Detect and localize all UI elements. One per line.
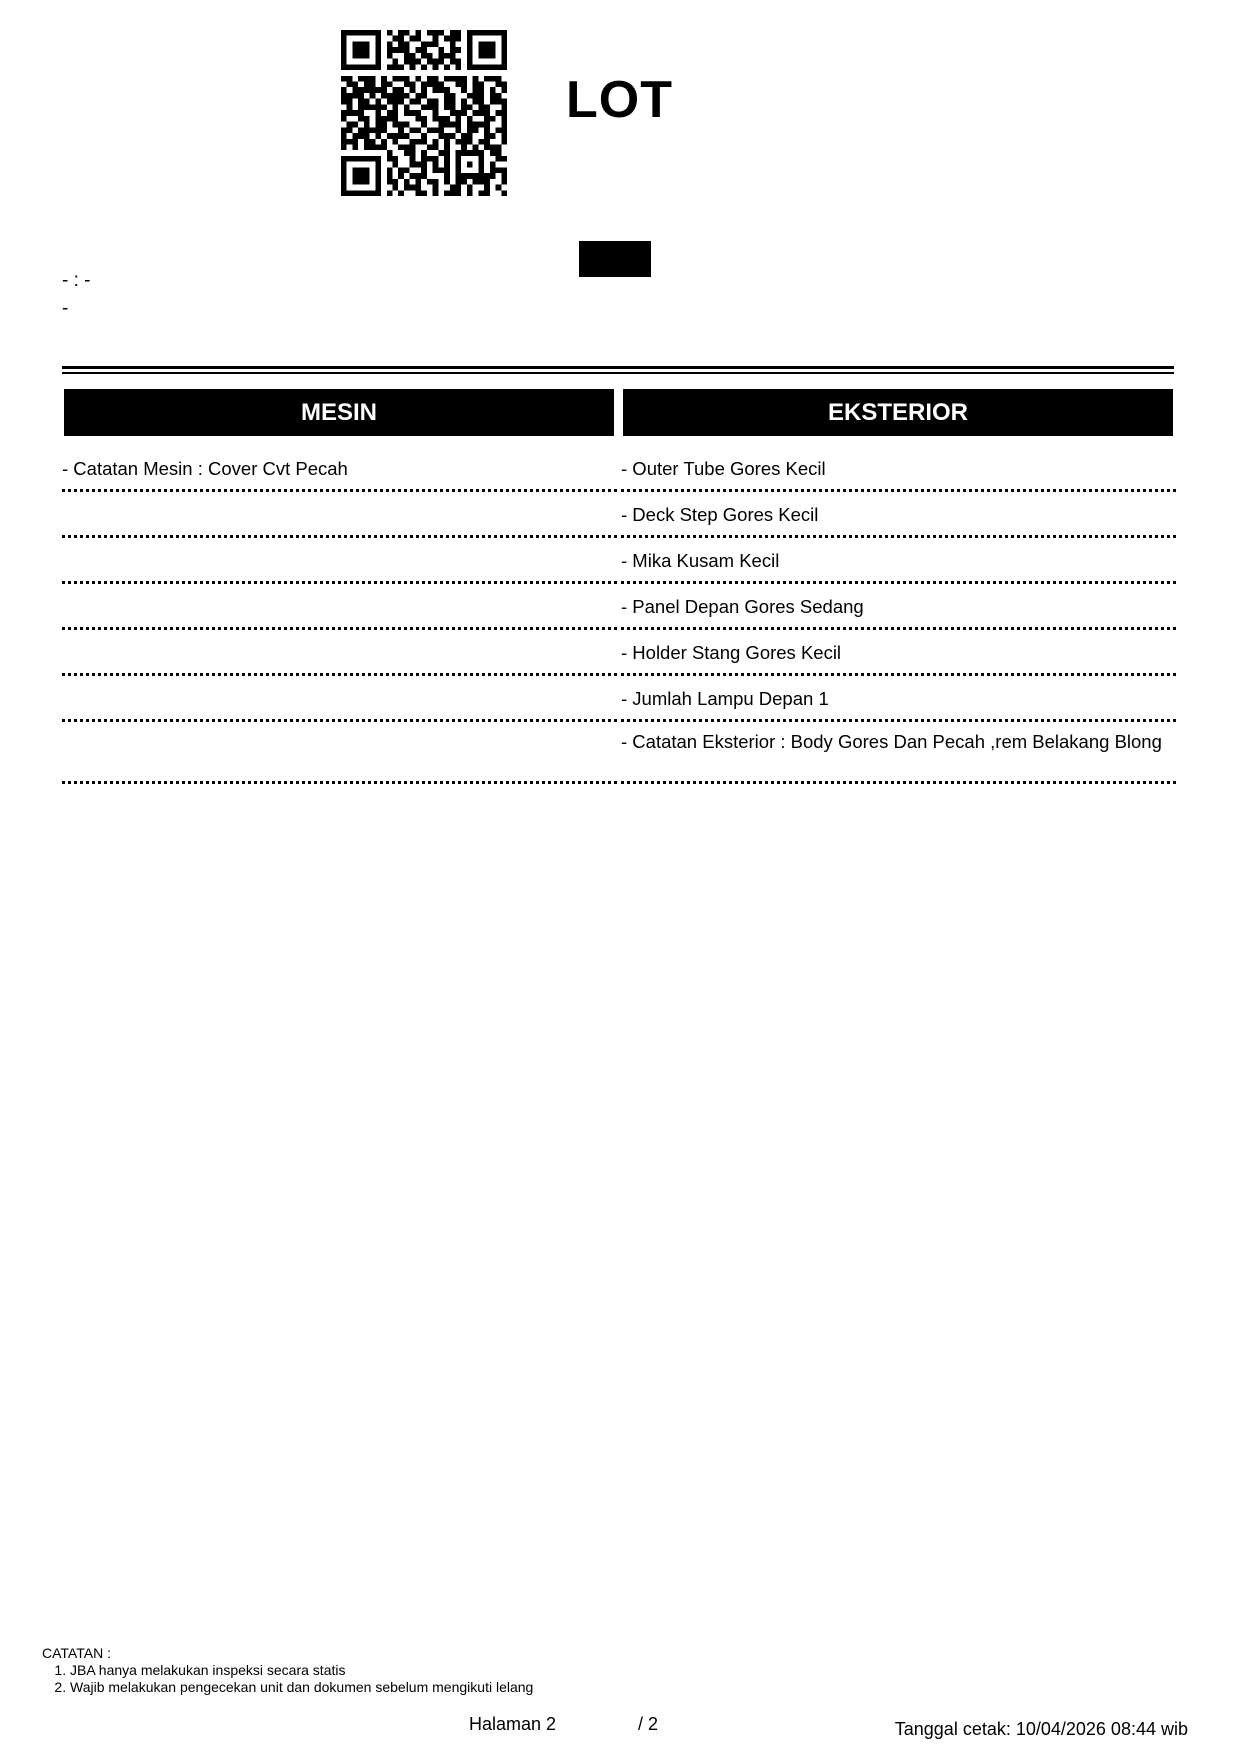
eksterior-row: - Deck Step Gores Kecil <box>621 492 1176 538</box>
eksterior-row: - Panel Depan Gores Sedang <box>621 584 1176 630</box>
header-divider-thin <box>62 372 1174 374</box>
section-heading-mesin: MESIN <box>64 389 614 436</box>
eksterior-row: - Jumlah Lampu Depan 1 <box>621 676 1176 722</box>
mesin-row <box>62 676 617 722</box>
lot-number-redacted-box <box>579 241 651 277</box>
eksterior-list <box>621 446 1176 784</box>
mesin-row <box>62 538 617 584</box>
header-meta-line-1: - : - <box>62 270 91 291</box>
notes-list <box>70 1662 533 1696</box>
eksterior-row: - Outer Tube Gores Kecil <box>621 446 1176 492</box>
note-item: 1. JBA hanya melakukan inspeksi secara statis <box>70 1662 533 1679</box>
note-item: 2. Wajib melakukan pengecekan unit dan dokumen sebelum mengikuti lelang <box>70 1679 533 1696</box>
print-date: Tanggal cetak: 10/04/2026 08:44 wib <box>894 1719 1188 1739</box>
eksterior-row: - Catatan Eksterior : Body Gores Dan Pecah ,rem Belakang Blong <box>621 722 1176 784</box>
mesin-list <box>62 446 617 784</box>
qr-code <box>341 30 507 196</box>
mesin-row <box>62 722 617 784</box>
eksterior-row: - Mika Kusam Kecil <box>621 538 1176 584</box>
page-number: Halaman 2 <box>469 1714 557 1734</box>
header-meta-line-2: - <box>62 298 69 319</box>
page-total: / 2 <box>638 1714 659 1734</box>
section-heading-eksterior: EKSTERIOR <box>623 389 1173 436</box>
mesin-row <box>62 584 617 630</box>
mesin-row <box>62 492 617 538</box>
footer-notes <box>42 1645 533 1696</box>
lot-title: LOT <box>566 71 673 129</box>
mesin-row <box>62 630 617 676</box>
header-divider-thick <box>62 366 1174 369</box>
eksterior-row: - Holder Stang Gores Kecil <box>621 630 1176 676</box>
notes-title: CATATAN : <box>42 1645 111 1661</box>
mesin-row: - Catatan Mesin : Cover Cvt Pecah <box>62 446 617 492</box>
